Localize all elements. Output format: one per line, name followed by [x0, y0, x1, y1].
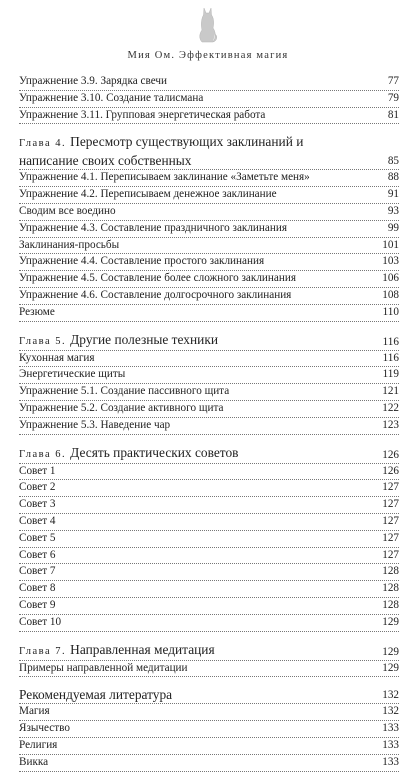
toc-entry-title: Примеры направленной медитации [19, 661, 191, 677]
chapter-title: Другие полезные техники [70, 331, 219, 347]
toc-entry-title: Совет 8 [19, 581, 59, 597]
toc-entry[interactable] [19, 464, 399, 481]
toc-entry[interactable] [19, 238, 399, 255]
toc-entry-page: 79 [385, 91, 399, 107]
toc-entry[interactable] [19, 91, 399, 108]
toc-entry[interactable] [19, 514, 399, 531]
toc-entry[interactable] [19, 598, 399, 615]
toc-entry-page: 126 [379, 464, 399, 480]
toc-entry-page: 127 [379, 531, 399, 547]
toc-entry[interactable] [19, 721, 399, 738]
toc-entry-page: 93 [385, 204, 399, 220]
toc-entry-title: Совет 10 [19, 615, 64, 631]
chapter-heading[interactable] [19, 331, 399, 351]
toc-entry-title: Упражнение 3.10. Создание талисмана [19, 91, 206, 107]
toc-entry-title: Упражнение 4.6. Составление долгосрочного заклинания [19, 288, 294, 304]
toc-entry[interactable] [19, 384, 399, 401]
toc-entry-page: 133 [379, 721, 399, 737]
toc-entry-title: Упражнение 3.9. Зарядка свечи [19, 74, 170, 90]
toc-entry-page: 81 [385, 108, 399, 124]
toc-entry-page: 116 [380, 351, 399, 367]
toc-entry-title: Резюме [19, 305, 58, 321]
toc-entry-page: 77 [385, 74, 399, 90]
chapter-title: Пересмотр существующих заклинаний и написание своих собственных [19, 134, 304, 169]
chapter-title: Направленная медитация [70, 641, 215, 657]
toc-entry-title: Магия [19, 704, 53, 720]
toc-entry[interactable] [19, 564, 399, 581]
chapter-page: 116 [380, 334, 399, 350]
toc-entry-page: 127 [379, 514, 399, 530]
toc-entry-page: 110 [380, 305, 399, 321]
toc-entry-page: 99 [385, 221, 399, 237]
toc-entry[interactable] [19, 108, 399, 125]
chapter-heading[interactable] [19, 641, 399, 661]
toc-entry-page: 128 [379, 581, 399, 597]
chapter-title: Рекомендуемая литература [19, 687, 173, 703]
toc-entry[interactable] [19, 74, 399, 91]
toc-entry-page: 129 [379, 615, 399, 631]
toc-entry-page: 127 [379, 548, 399, 564]
toc-entry-title: Совет 4 [19, 514, 59, 530]
running-head: Мия Ом. Эффективная магия [127, 50, 289, 61]
toc-entry-page: 88 [385, 170, 399, 186]
chapter-page: 126 [379, 447, 399, 463]
toc-entry-page: 128 [379, 564, 399, 580]
toc-entry[interactable] [19, 187, 399, 204]
toc-entry[interactable] [19, 661, 399, 678]
toc-entry[interactable] [19, 367, 399, 384]
toc-entry[interactable] [19, 738, 399, 755]
toc-entry-title: Упражнение 4.2. Переписываем денежное заклинание [19, 187, 280, 203]
toc-entry-page: 106 [379, 271, 399, 287]
toc-entry-title: Упражнение 4.3. Составление праздничного заклинания [19, 221, 290, 237]
toc-entry[interactable] [19, 581, 399, 598]
toc-entry-title: Упражнение 3.11. Групповая энергетическая работа [19, 108, 268, 124]
toc-entry-title: Упражнение 5.2. Создание активного щита [19, 401, 226, 417]
toc-entry[interactable] [19, 204, 399, 221]
toc-entry-page: 133 [379, 738, 399, 754]
toc-entry-page: 129 [379, 661, 399, 677]
toc-entry-title: Совет 7 [19, 564, 59, 580]
toc-entry-title: Совет 2 [19, 480, 59, 496]
toc-entry-title: Викка [19, 755, 51, 771]
toc-entry[interactable] [19, 704, 399, 721]
toc-entry[interactable] [19, 480, 399, 497]
toc-entry-page: 103 [379, 254, 399, 270]
toc-entry-title: Упражнение 4.4. Составление простого заклинания [19, 254, 267, 270]
toc-entry-page: 127 [379, 480, 399, 496]
toc-entry-title: Сводим все воедино [19, 204, 119, 220]
toc-entry[interactable] [19, 271, 399, 288]
toc-entry-page: 127 [379, 497, 399, 513]
chapter-heading[interactable] [19, 133, 399, 170]
toc-entry-page: 133 [379, 755, 399, 771]
toc-entry-page: 128 [379, 598, 399, 614]
toc-entry-title: Язычество [19, 721, 73, 737]
toc-entry[interactable] [19, 221, 399, 238]
chapter-page: 85 [385, 153, 399, 169]
chapter-heading[interactable] [19, 686, 399, 704]
toc-entry-page: 123 [379, 418, 399, 434]
chapter-page: 129 [379, 644, 399, 660]
toc-entry-title: Совет 3 [19, 497, 59, 513]
toc-entry-title: Совет 6 [19, 548, 59, 564]
toc-entry-page: 119 [380, 367, 399, 383]
toc-entry-title: Энергетические щиты [19, 367, 128, 383]
toc-entry-title: Упражнение 4.1. Переписываем заклинание «Заметьте меня» [19, 170, 313, 186]
toc-entry[interactable] [19, 548, 399, 565]
toc-entry-page: 91 [385, 187, 399, 203]
chapter-title: Десять практических советов [70, 444, 239, 460]
toc-entry[interactable] [19, 497, 399, 514]
toc-entry[interactable] [19, 288, 399, 305]
toc-entry-page: 108 [379, 288, 399, 304]
toc-entry[interactable] [19, 351, 399, 368]
toc-entry-page: 132 [379, 704, 399, 720]
toc-entry-title: Совет 9 [19, 598, 59, 614]
toc-entry-title: Упражнение 5.1. Создание пассивного щита [19, 384, 232, 400]
toc-entry-title: Совет 1 [19, 464, 59, 480]
cat-silhouette-icon [196, 6, 218, 44]
chapter-label: Глава 7. [19, 645, 67, 657]
chapter-page: 132 [379, 687, 399, 703]
toc-entry[interactable] [19, 755, 399, 772]
toc-entry-title: Упражнение 5.3. Наведение чар [19, 418, 173, 434]
toc-entry-page: 122 [379, 401, 399, 417]
chapter-heading[interactable] [19, 444, 399, 464]
toc-entry[interactable] [19, 418, 399, 435]
toc-entry[interactable] [19, 305, 399, 322]
toc-entry-title: Упражнение 4.5. Составление более сложного заклинания [19, 271, 299, 287]
toc-entry[interactable] [19, 531, 399, 548]
toc-entry[interactable] [19, 615, 399, 632]
table-of-contents [19, 74, 399, 772]
toc-entry-title: Заклинания-просьбы [19, 238, 122, 254]
toc-entry-page: 101 [379, 238, 399, 254]
toc-entry[interactable] [19, 170, 399, 187]
toc-entry-title: Религия [19, 738, 60, 754]
toc-entry[interactable] [19, 401, 399, 418]
chapter-label: Глава 5. [19, 335, 67, 347]
toc-entry-title: Совет 5 [19, 531, 59, 547]
toc-entry-title: Кухонная магия [19, 351, 98, 367]
toc-entry[interactable] [19, 254, 399, 271]
chapter-label: Глава 6. [19, 448, 67, 460]
chapter-label: Глава 4. [19, 138, 67, 150]
toc-entry-page: 121 [379, 384, 399, 400]
